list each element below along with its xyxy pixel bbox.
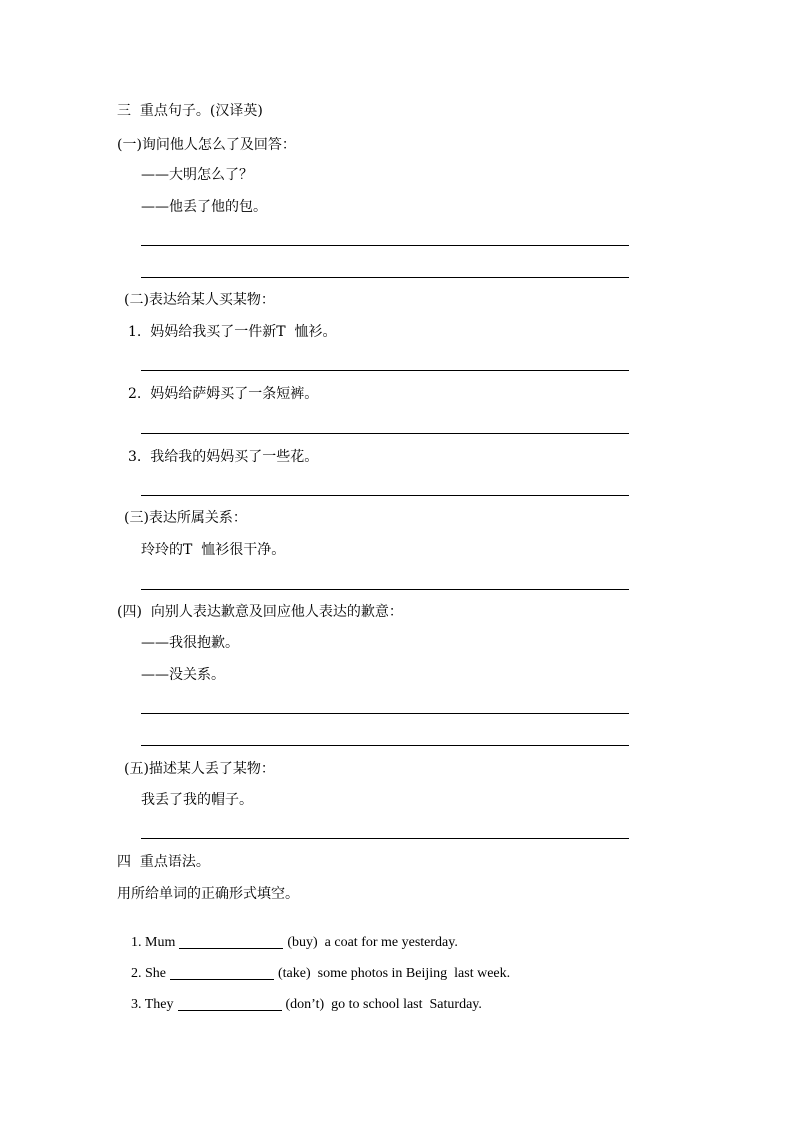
part2-item-1: 1. 妈妈给我买了一件新T 恤衫。 — [128, 324, 337, 340]
grammar-item-3 — [117, 978, 482, 1032]
part4-heading: (四) 向别人表达歉意及回应他人表达的歉意： — [117, 604, 403, 620]
answer-line[interactable] — [141, 245, 629, 246]
part2-item-3: 3. 我给我的妈妈买了一些花。 — [128, 449, 319, 465]
answer-line[interactable] — [141, 433, 629, 434]
grammar-item-suffix: (don’t) go to school last Saturday. — [285, 997, 482, 1012]
part4-question: ——我很抱歉。 — [141, 635, 239, 651]
part5-sentence: 我丢了我的帽子。 — [141, 792, 253, 808]
part2-item-2: 2. 妈妈给萨姆买了一条短裤。 — [128, 386, 319, 402]
part4-answer: ——没关系。 — [141, 667, 225, 683]
part1-answer: ——他丢了他的包。 — [141, 199, 267, 215]
section3-title: 三 重点句子。(汉译英) — [117, 103, 263, 119]
answer-line[interactable] — [141, 495, 629, 496]
grammar-item-prefix: 1. Mum — [131, 935, 176, 950]
part3-sentence: 玲玲的T 恤衫很干净。 — [141, 542, 286, 558]
answer-line[interactable] — [141, 370, 629, 371]
part1-question: ——大明怎么了？ — [141, 167, 253, 183]
part2-heading: (二)表达给某人买某物： — [124, 292, 275, 308]
grammar-item-prefix: 2. She — [131, 966, 166, 981]
grammar-item-suffix: (buy) a coat for me yesterday. — [287, 935, 458, 950]
section4-title: 四 重点语法。 — [117, 854, 210, 870]
answer-line[interactable] — [141, 713, 629, 714]
answer-line[interactable] — [141, 838, 629, 839]
answer-line[interactable] — [141, 277, 629, 278]
fill-blank[interactable] — [178, 996, 282, 1011]
answer-line[interactable] — [141, 589, 629, 590]
part1-heading: (一)询问他人怎么了及回答： — [117, 137, 296, 153]
section4-instruction: 用所给单词的正确形式填空。 — [117, 886, 299, 902]
grammar-item-prefix: 3. They — [131, 997, 174, 1012]
grammar-item-suffix: (take) some photos in Beijing last week. — [278, 966, 511, 981]
part5-heading: (五)描述某人丢了某物： — [124, 761, 275, 777]
part3-heading: (三)表达所属关系： — [124, 510, 247, 526]
answer-line[interactable] — [141, 745, 629, 746]
